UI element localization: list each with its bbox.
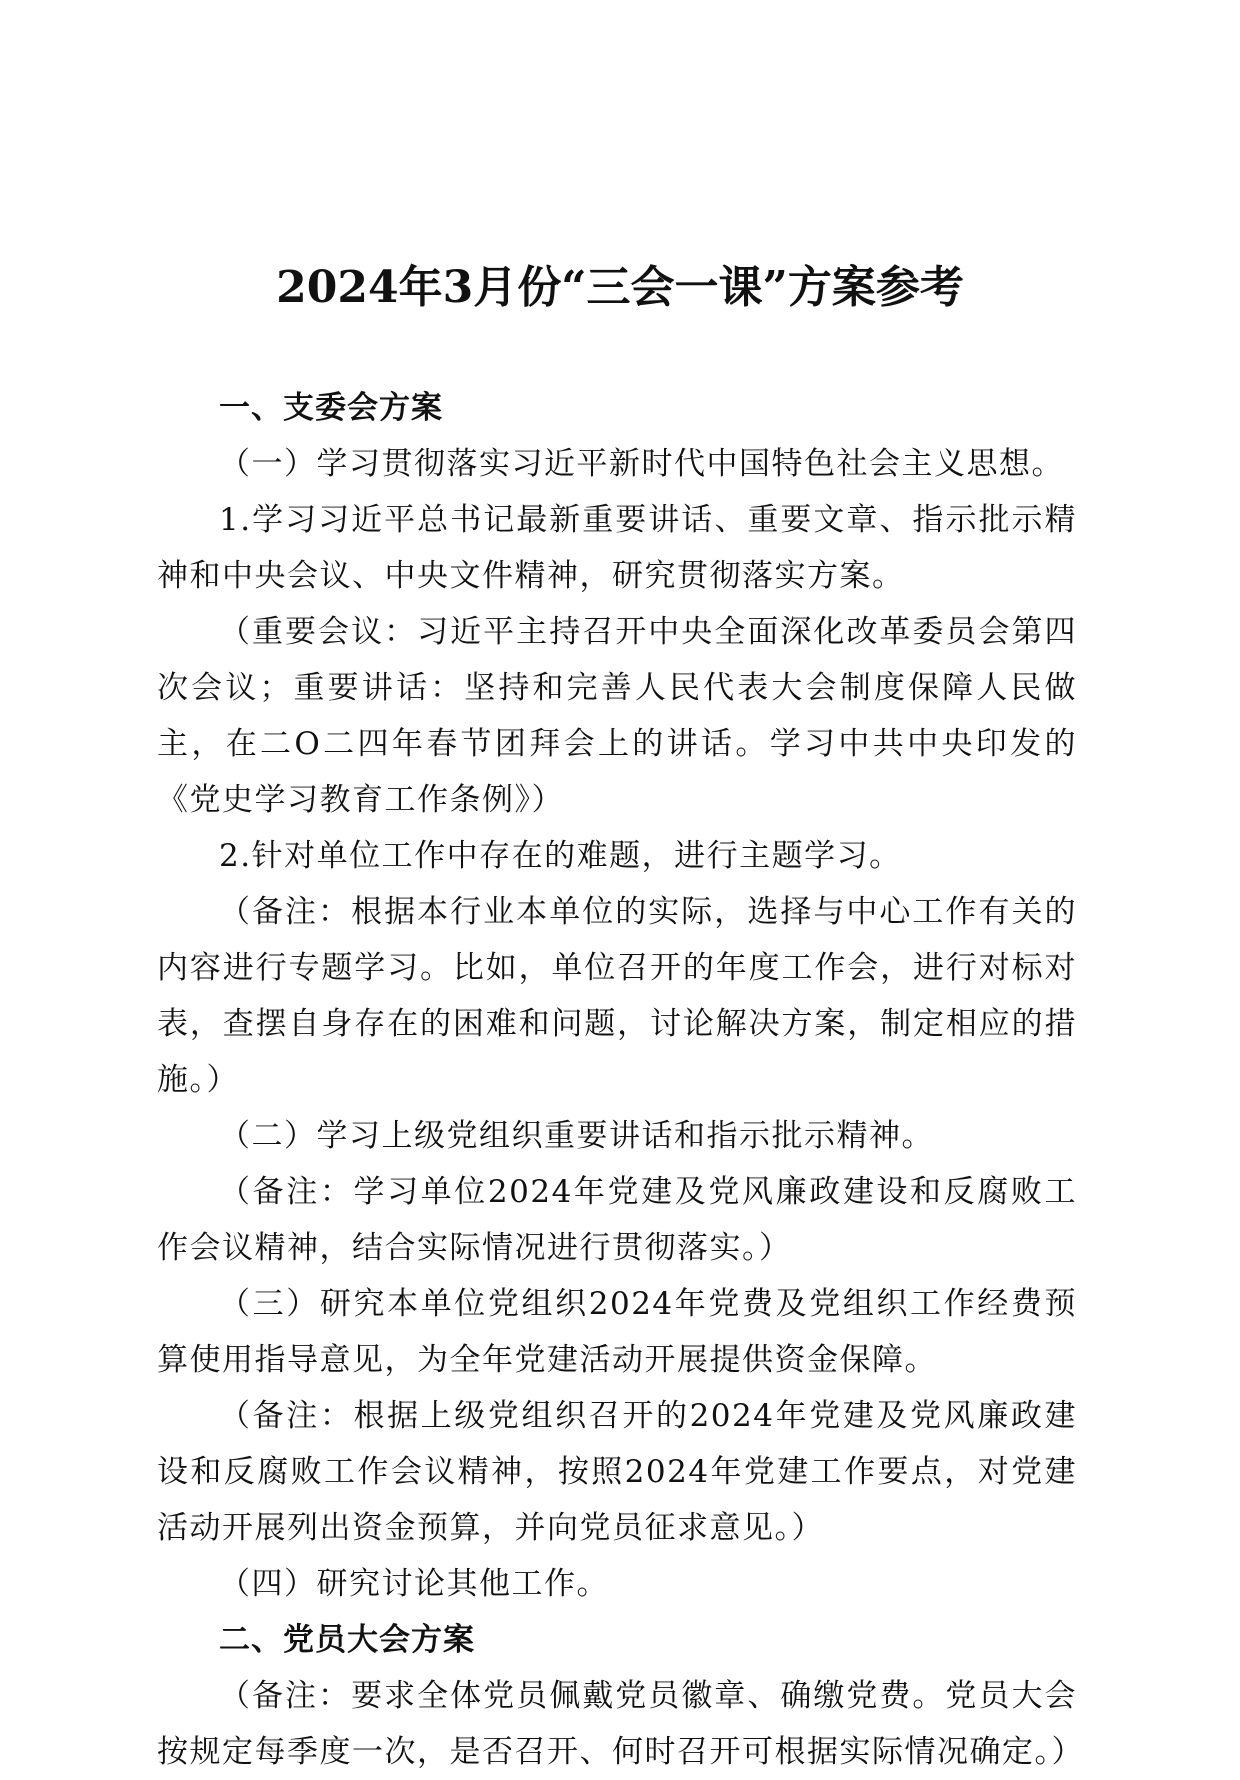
item-1-point-1: 1.学习习近平总书记最新重要讲话、重要文章、指示批示精神和中央会议、中央文件精神，研究贯彻落实方案。: [157, 502, 1077, 594]
item-4-title: （四）研究讨论其他工作。: [219, 1566, 609, 1602]
item-3-title: （三）研究本单位党组织2024年党费及党组织工作经费预算使用指导意见，为全年党建活动开展提供资金保障。: [157, 1286, 1077, 1378]
document-title: 2024年3月份“三会一课”方案参考: [276, 262, 964, 313]
section-heading-branch-committee: 一、支委会方案: [219, 390, 443, 426]
party-meeting-note: （备注：要求全体党员佩戴党员徽章、确缴党费。党员大会按规定每季度一次，是否召开、何时召开可根据实际情况确定。）: [157, 1678, 1084, 1770]
item-1-point-2-note: （备注：根据本行业本单位的实际，选择与中心工作有关的内容进行专题学习。比如，单位召开的年度工作会，进行对标对表，查摆自身存在的困难和问题，讨论解决方案，制定相应的措施。）: [157, 894, 1077, 1098]
item-3-note: （备注：根据上级党组织召开的2024年党建及党风廉政建设和反腐败工作会议精神，按照2024年党建工作要点，对党建活动开展列出资金预算，并向党员征求意见。）: [157, 1398, 1077, 1546]
item-1-point-2: 2.针对单位工作中存在的难题，进行主题学习。: [219, 838, 902, 874]
item-2-title: （二）学习上级党组织重要讲话和指示批示精神。: [219, 1118, 934, 1154]
section-heading-party-meeting: 二、党员大会方案: [219, 1622, 475, 1658]
item-2-note: （备注：学习单位2024年党建及党风廉政建设和反腐败工作会议精神，结合实际情况进行贯彻落实。）: [157, 1174, 1077, 1266]
item-1-point-1-note: （重要会议：习近平主持召开中央全面深化改革委员会第四次会议；重要讲话：坚持和完善人民代表大会制度保障人民做主，在二O二四年春节团拜会上的讲话。学习中共中央印发的《党史学习教育工作条例》）: [157, 614, 1077, 818]
item-1-title: （一）学习贯彻落实习近平新时代中国特色社会主义思想。: [219, 446, 1064, 482]
document-body: [157, 380, 1084, 1780]
